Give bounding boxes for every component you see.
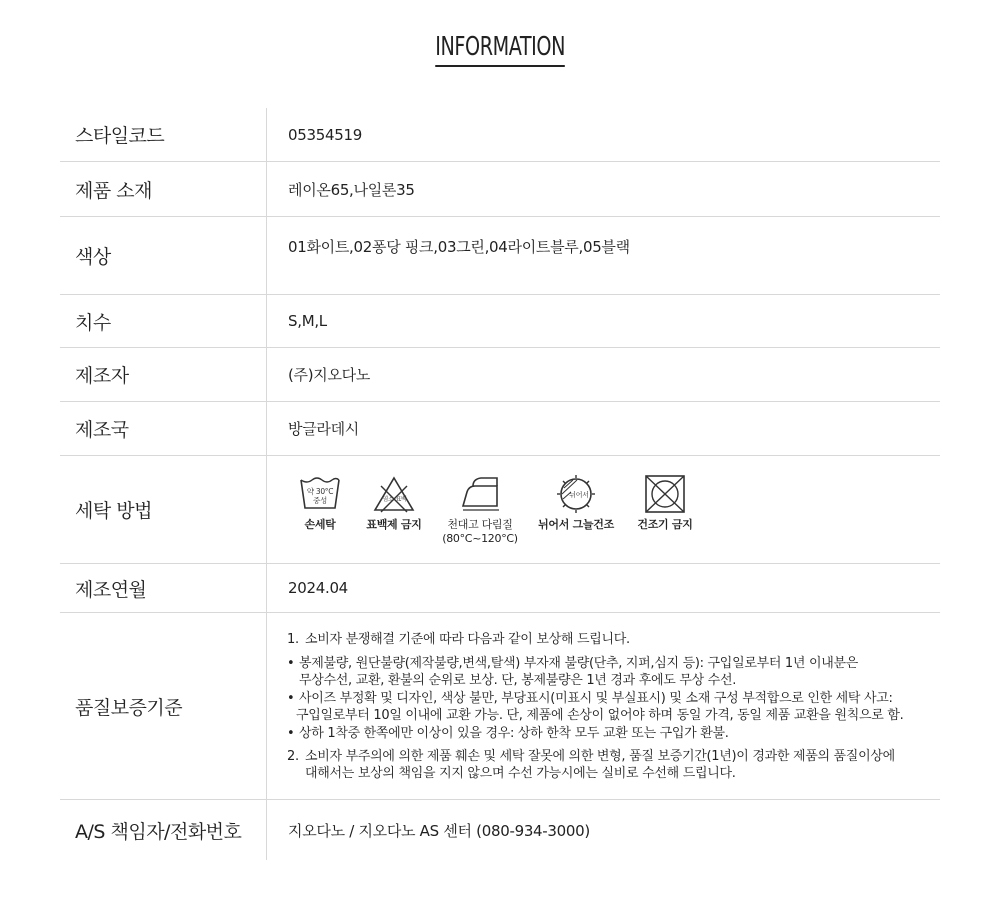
shade-dry-inner: 뉘어서 xyxy=(569,491,589,499)
date-value: 2024.04 xyxy=(288,579,348,597)
info-table xyxy=(60,108,940,860)
no-tumble-dry-label: 건조기 금지 xyxy=(637,518,693,531)
color-label: 색상 xyxy=(60,217,267,294)
page-title: INFORMATION xyxy=(435,30,565,67)
row-quality xyxy=(60,613,940,800)
quality-item-2-line1: 소비자 부주의에 의한 제품 훼손 및 세탁 잘못에 의한 변형, 품질 보증기간(1년)이 경과한 제품의 품질이상에 xyxy=(305,749,895,764)
style-code-value: 05354519 xyxy=(288,125,362,144)
no-bleach-word1: 염소 xyxy=(382,496,394,503)
quality-bullet-3-line1: 상하 1착중 한쪽에만 이상이 있을 경우: 상하 한착 모두 교환 또는 구입가 환불. xyxy=(299,726,729,741)
quality-item-2-line2: 대해서는 보상의 책임을 지지 않으며 수선 가능시에는 실비로 수선해 드립니다. xyxy=(305,766,736,781)
iron-temp: (80°C~120°C) xyxy=(442,532,518,545)
quality-bullet-3: • 상하 1착중 한쪽에만 이상이 있을 경우: 상하 한착 모두 교환 또는 구입가 환불. xyxy=(287,726,729,741)
no-bleach-icon xyxy=(371,474,417,514)
iron-label: 천대고 다림질 xyxy=(447,518,513,531)
quality-bullet-2-line1: 사이즈 부정확 및 디자인, 색상 불만, 부당표시(미표시 및 부실표시) 및 소재 구성 부적합으로 인한 세탁 사고: xyxy=(299,691,893,706)
maker-label: 제조자 xyxy=(60,348,267,401)
material-label: 제품 소재 xyxy=(60,162,267,216)
country-value: 방글라데시 xyxy=(288,420,359,438)
row-style-code xyxy=(60,108,940,162)
shade-dry-label: 뉘어서 그늘건조 xyxy=(538,518,614,531)
as-value: 지오다노 / 지오다노 AS 센터 (080-934-3000) xyxy=(288,821,590,840)
wash-value xyxy=(267,456,940,563)
style-code-label: 스타일코드 xyxy=(60,108,267,161)
quality-label: 품질보증기준 xyxy=(60,613,267,799)
care-shade-dry xyxy=(537,474,615,532)
row-wash xyxy=(60,456,940,564)
quality-item-1 xyxy=(287,631,903,648)
care-iron xyxy=(443,474,517,545)
page-title-wrap xyxy=(0,30,1000,67)
care-no-bleach xyxy=(365,474,423,532)
row-material xyxy=(60,162,940,217)
hand-wash-temp: 약 30°C xyxy=(306,487,334,496)
row-as xyxy=(60,800,940,860)
quality-bullet-2-line2: 구입일로부터 10일 이내에 교환 가능. 단, 제품에 손상이 없어야 하며 동일 가격, 동일 제품 교환을 원칙으로 함. xyxy=(296,708,904,723)
quality-item-2-num: 2. xyxy=(287,749,299,764)
quality-item-1-num: 1. xyxy=(287,632,299,647)
quality-bullet-1-line2: 무상수선, 교환, 환불의 순위로 보상. 단, 봉제불량은 1년 경과 후에도 무상 수선. xyxy=(299,673,737,688)
quality-bullet-1: • 봉제불량, 원단불량(제작불량,변색,탈색) 부자재 불량(단추, 지퍼,심지 등): 구입일로부터 1년 이내분은 무상수선, 교환, 환불의 순위로 보상. 단, 봉제불량은 1년 경과 후에도 무상 수선. xyxy=(287,656,859,688)
date-label: 제조연월 xyxy=(60,564,267,612)
shade-dry-icon xyxy=(553,474,599,514)
color-value: 01화이트,02퐁당 핑크,03그린,04라이트블루,05블랙 xyxy=(288,238,630,256)
iron-icon xyxy=(457,474,503,514)
row-size xyxy=(60,295,940,348)
material-value: 레이온65,나일론35 xyxy=(288,180,415,199)
quality-value xyxy=(267,613,940,799)
quality-item-2 xyxy=(287,748,903,782)
size-label: 치수 xyxy=(60,295,267,347)
row-maker xyxy=(60,348,940,402)
quality-bullet-2: • 사이즈 부정확 및 디자인, 색상 불만, 부당표시(미표시 및 부실표시) 및 소재 구성 부적합으로 인한 세탁 사고: 구입일로부터 10일 이내에 교환 가능. 단, 제품에 손상이 없어야 하며 동일 가격, 동일 제품 교환을 원칙으로 함. xyxy=(287,691,904,723)
care-icons xyxy=(295,474,715,545)
no-bleach-word2: 표백 xyxy=(395,496,407,503)
quality-bullet-1-line1: 봉제불량, 원단불량(제작불량,변색,탈색) 부자재 불량(단추, 지퍼,심지 등): 구입일로부터 1년 이내분은 xyxy=(299,656,859,671)
quality-text xyxy=(287,629,903,782)
quality-item-1-text: 소비자 분쟁해결 기준에 따라 다음과 같이 보상해 드립니다. xyxy=(305,632,630,647)
hand-wash-label: 손세탁 xyxy=(304,518,336,531)
hand-wash-icon xyxy=(297,474,343,514)
as-label: A/S 책임자/전화번호 xyxy=(60,800,267,860)
maker-value: (주)지오다노 xyxy=(288,366,371,384)
row-country xyxy=(60,402,940,456)
care-hand-wash xyxy=(295,474,345,532)
country-label: 제조국 xyxy=(60,402,267,455)
no-tumble-dry-icon xyxy=(642,474,688,514)
wash-label: 세탁 방법 xyxy=(60,456,267,563)
no-bleach-label: 표백제 금지 xyxy=(366,518,422,531)
care-no-tumble-dry xyxy=(635,474,695,532)
row-date xyxy=(60,564,940,613)
row-color xyxy=(60,217,940,295)
size-value: S,M,L xyxy=(288,312,327,330)
hand-wash-detergent: 중성 xyxy=(313,496,327,505)
